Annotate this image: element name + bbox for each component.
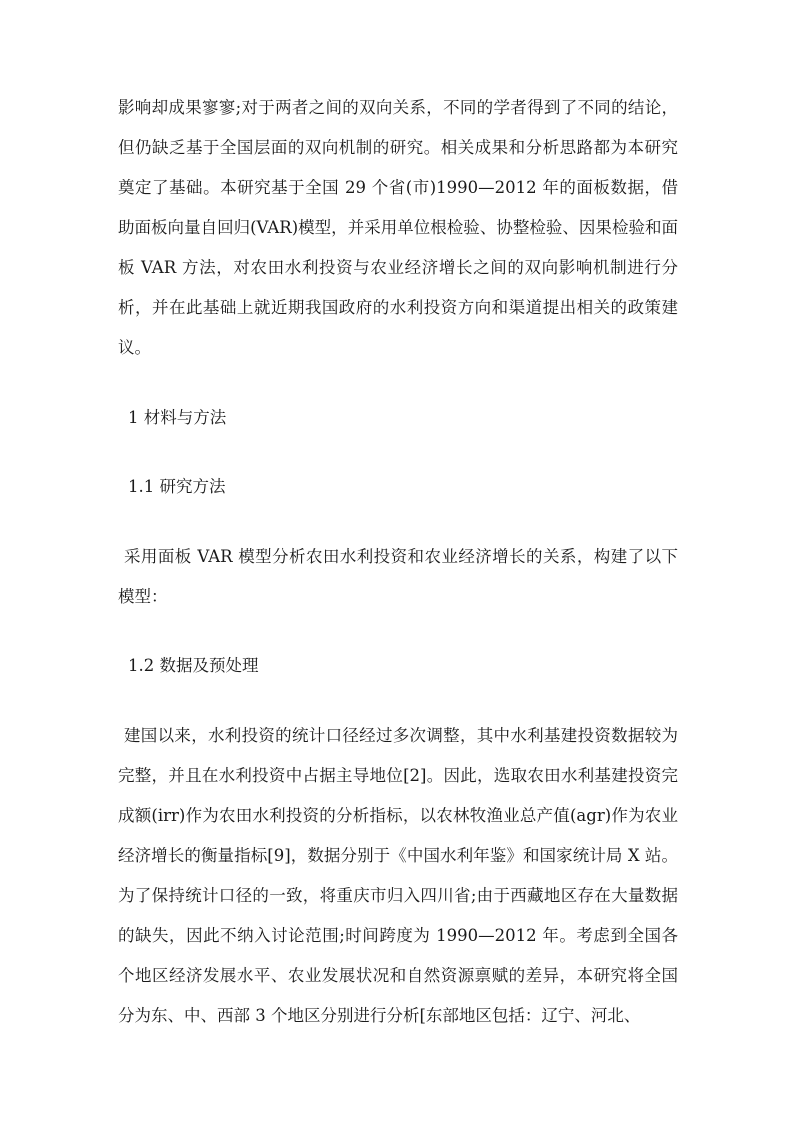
paragraph-data: 建国以来，水利投资的统计口径经过多次调整，其中水利基建投资数据较为完整，并且在水利投资中占据主导地位[2]。因此，选取农田水利基建投资完成额(irr)作为农田水利投资的分析指标，以农林牧渔业总产值(agr)作为农业经济增长的衡量指标[9]，数据分别于《中国水利年鉴》和国家统计局 X 站。为了保持统计口径的一致，将重庆市归入四川省;由于西藏地区存在大量数据的缺失，因此不纳入讨论范围;时间跨度为 1990—2012 年。考虑到全国各个地区经济发展水平、农业发展状况和自然资源禀赋的差异，本研究将全国分为东、中、西部 3 个地区分别进行分析[东部地区包括：辽宁、河北、 [118,726,678,1025]
paragraph-intro: 影响却成果寥寥;对于两者之间的双向关系，不同的学者得到了不同的结论，但仍缺乏基于全国层面的双向机制的研究。相关成果和分析思路都为本研究奠定了基础。本研究基于全国 29 个省(市)1990—2012 年的面板数据，借助面板向量自回归(VAR)模型，并采用单位根检验、协整检验、因果检验和面板 VAR 方法，对农田水利投资与农业经济增长之间的双向影响机制进行分析，并在此基础上就近期我国政府的水利投资方向和渠道提出相关的政策建议。 [118,98,678,357]
paragraph-method: 采用面板 VAR 模型分析农田水利投资和农业经济增长的关系，构建了以下模型： [118,547,678,606]
spacer [118,438,678,467]
spacer [118,368,678,398]
section-heading-1-1: 1.1 研究方法 [128,477,226,496]
section-heading-1: 1 材料与方法 [128,408,227,427]
spacer [118,686,678,716]
spacer [118,507,678,537]
section-heading-1-2: 1.2 数据及预处理 [128,656,259,675]
document-body [118,88,678,1036]
spacer [118,617,678,646]
